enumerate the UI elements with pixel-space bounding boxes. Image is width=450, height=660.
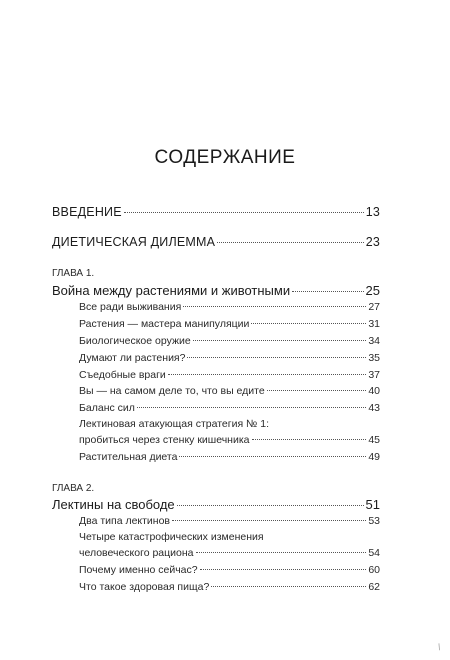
- toc-subentry[interactable]: [79, 352, 380, 364]
- page-number: 34: [368, 335, 380, 347]
- toc-chapter-2[interactable]: [52, 497, 380, 512]
- toc-subentry-line1[interactable]: Лектиновая атакующая стратегия № 1:: [79, 418, 269, 430]
- entry-label: человеческого рациона: [79, 547, 194, 559]
- entry-label: ВВЕДЕНИЕ: [52, 205, 122, 219]
- entry-label: Вы — на самом деле то, что вы едите: [79, 385, 265, 397]
- toc-subentry[interactable]: [79, 318, 380, 330]
- entry-label: Съедобные враги: [79, 369, 166, 381]
- toc-subentry[interactable]: [79, 547, 380, 559]
- entry-label: Все ради выживания: [79, 301, 182, 313]
- dot-leader: [217, 242, 364, 243]
- entry-label: Два типа лектинов: [79, 515, 171, 527]
- page-number: 60: [368, 564, 380, 576]
- entry-label: Растения — мастера манипуляции: [79, 318, 250, 330]
- dot-leader: [124, 212, 364, 213]
- page-number: 45: [368, 434, 380, 446]
- dot-leader: [200, 569, 367, 570]
- toc-subentry[interactable]: [79, 451, 380, 463]
- toc-subentry[interactable]: [79, 402, 380, 414]
- dot-leader: [168, 374, 367, 375]
- toc-title: СОДЕРЖАНИЕ: [154, 147, 296, 168]
- page-number: 62: [368, 581, 380, 593]
- dot-leader: [211, 586, 366, 587]
- chapter-1-label: ГЛАВА 1.: [52, 268, 95, 279]
- toc-subentry[interactable]: [79, 301, 380, 313]
- entry-label: Биологическое оружие: [79, 335, 191, 347]
- toc-subentry[interactable]: [79, 581, 380, 593]
- toc-entry-dilemma[interactable]: [52, 235, 380, 249]
- toc-subentry[interactable]: [79, 564, 380, 576]
- corner-mark-icon: /: [436, 641, 443, 653]
- page-number: 51: [365, 497, 380, 512]
- toc-chapter-1[interactable]: [52, 283, 380, 298]
- dot-leader: [252, 439, 367, 440]
- dot-leader: [179, 456, 366, 457]
- entry-label: Что такое здоровая пища?: [79, 581, 210, 593]
- toc-entry-intro[interactable]: [52, 205, 380, 219]
- entry-label: пробиться через стенку кишечника: [79, 434, 250, 446]
- toc-subentry[interactable]: [79, 434, 380, 446]
- chapter-2-label: ГЛАВА 2.: [52, 483, 95, 494]
- page-number: 35: [368, 352, 380, 364]
- dot-leader: [177, 505, 364, 506]
- entry-label: Растительная диета: [79, 451, 178, 463]
- page-number: 13: [365, 205, 380, 219]
- dot-leader: [172, 520, 366, 521]
- dot-leader: [183, 306, 366, 307]
- toc-subentry[interactable]: [79, 335, 380, 347]
- entry-label: Думают ли растения?: [79, 352, 186, 364]
- toc-subentry[interactable]: [79, 515, 380, 527]
- page-number: 23: [365, 235, 380, 249]
- toc-subentry-line1[interactable]: Четыре катастрофических изменения: [79, 531, 264, 543]
- page-number: 43: [368, 402, 380, 414]
- page-number: 53: [368, 515, 380, 527]
- dot-leader: [137, 407, 366, 408]
- page-number: 40: [368, 385, 380, 397]
- chapter-title: Лектины на свободе: [52, 497, 175, 512]
- dot-leader: [196, 552, 367, 553]
- dot-leader: [187, 357, 366, 358]
- page-number: 31: [368, 318, 380, 330]
- entry-label: Баланс сил: [79, 402, 135, 414]
- entry-label: ДИЕТИЧЕСКАЯ ДИЛЕММА: [52, 235, 216, 249]
- page-number: 27: [368, 301, 380, 313]
- chapter-title: Война между растениями и животными: [52, 283, 291, 298]
- page-number: 25: [365, 283, 380, 298]
- page-number: 37: [368, 369, 380, 381]
- dot-leader: [292, 291, 363, 292]
- entry-label: Почему именно сейчас?: [79, 564, 198, 576]
- dot-leader: [251, 323, 366, 324]
- dot-leader: [193, 340, 367, 341]
- page-number: 49: [368, 451, 380, 463]
- dot-leader: [267, 390, 367, 391]
- toc-subentry[interactable]: [79, 369, 380, 381]
- toc-subentry[interactable]: [79, 385, 380, 397]
- page-number: 54: [368, 547, 380, 559]
